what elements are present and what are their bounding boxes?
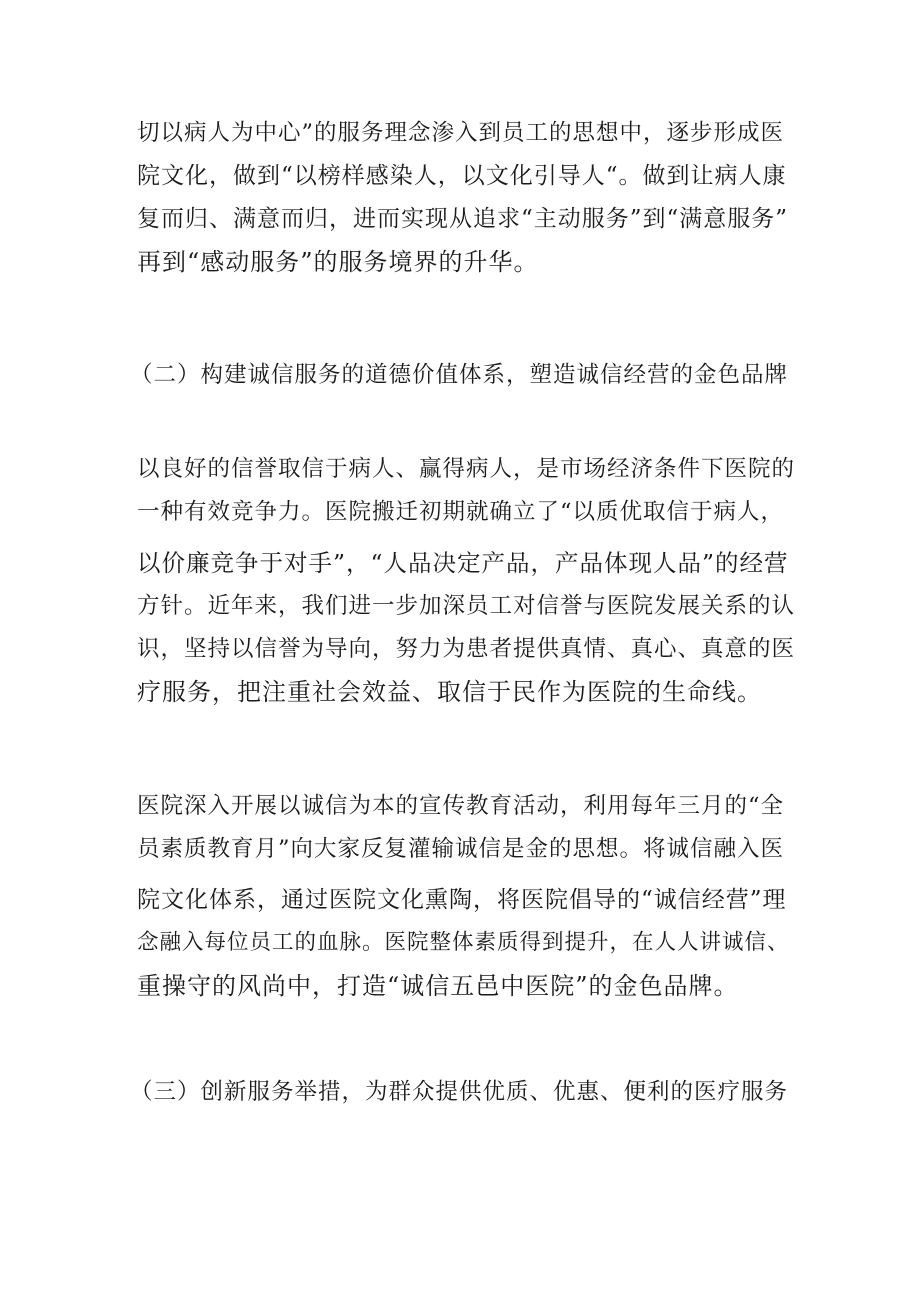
section-heading-2: （二）构建诚信服务的道德价值体系，塑造诚信经营的金色品牌 (130, 362, 789, 388)
section-heading-3: （三）创新服务举措，为群众提供优质、优惠、便利的医疗服务 (130, 1079, 789, 1105)
text-line: 重操守的风尚中，打造“诚信五邑中医院”的金色品牌。 (137, 972, 739, 1000)
text-line: 以良好的信誉取信于病人、赢得病人，是市场经济条件下医院的 (137, 456, 796, 482)
text-line: 念融入每位员工的血脉。医院整体素质得到提升，在人人讲诚信、 (137, 930, 790, 955)
text-line: 院文化，做到“以榜样感染人，以文化引导人“。做到让病人康 (137, 163, 787, 189)
text-line: 以价廉竞争于对手”，“人品决定产品，产品体现人品”的经营 (137, 549, 789, 577)
text-line: 方针。近年来，我们进一步加深员工对信誉与医院发展关系的认 (137, 593, 796, 619)
text-line: 医院深入开展以诚信为本的宣传教育活动，利用每年三月的“全 (137, 793, 785, 819)
text-line: 复而归、满意而归，进而实现从追求“主动服务”到“满意服务” (137, 206, 789, 232)
text-line: 识，坚持以信誉为导向，努力为患者提供真情、真心、真意的医 (137, 636, 796, 662)
text-line: 员素质教育月”向大家反复灌输诚信是金的思想。将诚信融入医 (137, 836, 785, 862)
text-line: 切以病人为中心”的服务理念渗入到员工的思想中，逐步形成医 (137, 120, 785, 146)
text-line: 院文化体系，通过医院文化熏陶，将医院倡导的“诚信经营”理 (137, 887, 787, 913)
text-line: 疗服务，把注重社会效益、取信于民作为医院的生命线。 (137, 678, 762, 706)
text-line: 一种有效竞争力。医院搬迁初期就确立了“以质优取信于病人， (137, 499, 785, 525)
text-line: 再到“感动服务”的服务境界的升华。 (137, 248, 539, 276)
